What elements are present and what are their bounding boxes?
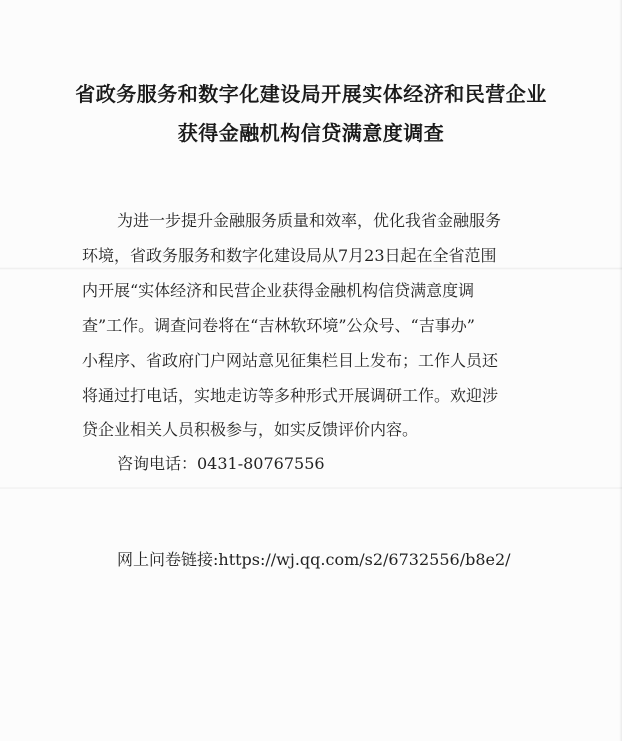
document-title-line-1: 省政务服务和数字化建设局开展实体经济和民营企业 xyxy=(75,82,547,106)
body-paragraph-line: 贷企业相关人员积极参与，如实反馈评价内容。 xyxy=(82,420,419,439)
body-paragraph-line: 将通过打电话，实地走访等多种形式开展调研工作。欢迎涉 xyxy=(82,386,499,405)
body-paragraph-line: 内开展“实体经济和民营企业获得金融机构信贷满意度调 xyxy=(82,281,475,300)
body-paragraph-line: 环境，省政务服务和数字化建设局从7月23日起在全省范围 xyxy=(82,246,497,265)
body-paragraph-line: 为进一步提升金融服务质量和效率，优化我省金融服务 xyxy=(117,211,502,230)
scan-fold-line xyxy=(0,267,622,270)
contact-phone: 咨询电话：0431-80767556 xyxy=(117,454,325,473)
scan-fold-line xyxy=(0,487,622,489)
document-title-line-2: 获得金融机构信贷满意度调查 xyxy=(177,121,445,145)
body-paragraph-line: 小程序、省政府门户网站意见征集栏目上发布；工作人员还 xyxy=(82,351,499,370)
body-paragraph-line: 查”工作。调查问卷将在“吉林软环境”公众号、“吉事办” xyxy=(82,316,475,335)
survey-link: 网上问卷链接:https://wj.qq.com/s2/6732556/b8e2/ xyxy=(117,550,511,569)
